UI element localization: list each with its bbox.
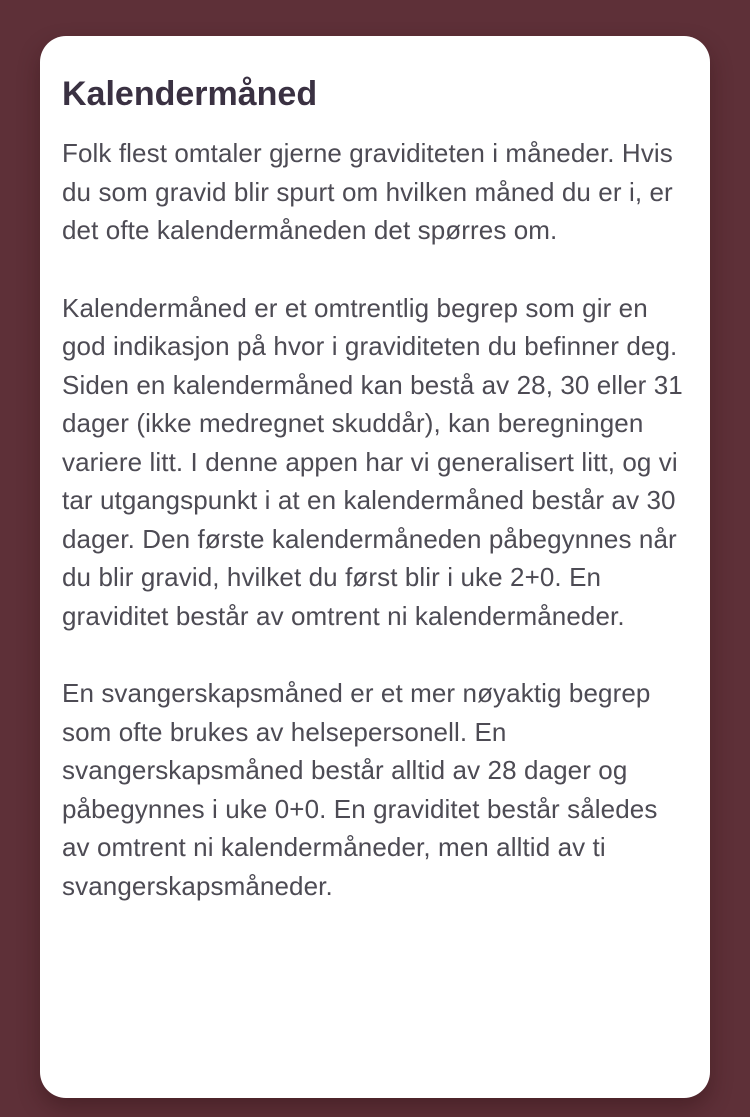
info-card [40, 36, 710, 1098]
page-title: Kalendermåned [62, 75, 318, 113]
paragraph-svangerskapsmaned: En svangerskapsmåned er et mer nøyaktig begrep som ofte brukes av helsepersonell. En svangerskapsmåned består alltid av 28 dager og påbegynnes i uke 0+0. En graviditet består således av omtrent ni kalendermåneder, men alltid av ti svangerskapsmåneder. [62, 678, 658, 901]
paragraph-intro: Folk flest omtaler gjerne graviditeten i måneder. Hvis du som gravid blir spurt om hvilken måned du er i, er det ofte kalendermåneden det spørres om. [62, 138, 673, 245]
paragraph-kalendermaned: Kalendermåned er et omtrentlig begrep som gir en god indikasjon på hvor i graviditeten du befinner deg. Siden en kalendermåned kan bestå av 28, 30 eller 31 dager (ikke medregnet skuddår), kan beregningen variere litt. I denne appen har vi generalisert litt, og vi tar utgangspunkt i at en kalendermåned består av 30 dager. Den første kalendermåneden påbegynnes når du blir gravid, hvilket du først blir i uke 2+0. En graviditet består av omtrent ni kalendermåneder. [62, 292, 683, 631]
